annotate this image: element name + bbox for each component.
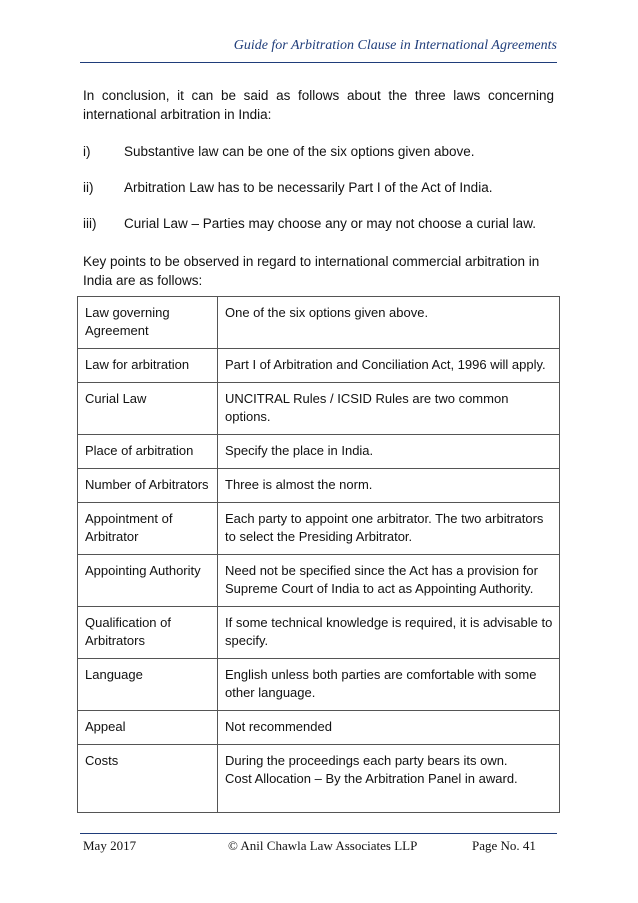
row-value: During the proceedings each party bears its own. Cost Allocation – By the Arbitration Panel in award. bbox=[218, 745, 560, 813]
row-value: Need not be specified since the Act has a provision for Supreme Court of India to act as Appointing Authority. bbox=[218, 555, 560, 607]
list-number: iii) bbox=[83, 216, 97, 231]
table-row bbox=[78, 607, 560, 659]
row-label: Law for arbitration bbox=[78, 349, 218, 383]
row-value: Part I of Arbitration and Conciliation Act, 1996 will apply. bbox=[218, 349, 560, 383]
table-row bbox=[78, 659, 560, 711]
row-label: Appointing Authority bbox=[78, 555, 218, 607]
row-label: Number of Arbitrators bbox=[78, 469, 218, 503]
table-row bbox=[78, 555, 560, 607]
row-value: One of the six options given above. bbox=[218, 297, 560, 349]
key-points-paragraph: Key points to be observed in regard to international commercial arbitration in India are as follows: bbox=[83, 254, 540, 288]
row-value: If some technical knowledge is required, it is advisable to specify. bbox=[218, 607, 560, 659]
table-row bbox=[78, 711, 560, 745]
list-text: Substantive law can be one of the six options given above. bbox=[124, 144, 475, 159]
list-number: i) bbox=[83, 144, 91, 159]
list-text: Curial Law – Parties may choose any or may not choose a curial law. bbox=[124, 216, 536, 231]
row-value: Not recommended bbox=[218, 711, 560, 745]
footer-copyright: © Anil Chawla Law Associates LLP bbox=[228, 838, 418, 853]
footer-page-number: Page No. 41 bbox=[472, 838, 536, 853]
row-value: Specify the place in India. bbox=[218, 435, 560, 469]
table-row bbox=[78, 469, 560, 503]
footer-date: May 2017 bbox=[83, 838, 137, 853]
row-label: Curial Law bbox=[78, 383, 218, 435]
row-value: Each party to appoint one arbitrator. The two arbitrators to select the Presiding Arbitrator. bbox=[218, 503, 560, 555]
table-row bbox=[78, 297, 560, 349]
key-points-table bbox=[77, 296, 560, 813]
header-rule bbox=[80, 62, 557, 63]
table-row bbox=[78, 435, 560, 469]
footer-rule bbox=[80, 833, 557, 834]
table-row bbox=[78, 349, 560, 383]
row-label: Place of arbitration bbox=[78, 435, 218, 469]
row-value: UNCITRAL Rules / ICSID Rules are two common options. bbox=[218, 383, 560, 435]
list-number: ii) bbox=[83, 180, 94, 195]
running-header: Guide for Arbitration Clause in International Agreements bbox=[233, 38, 557, 53]
conclusion-paragraph: In conclusion, it can be said as follows about the three laws concerning international arbitration in India: bbox=[83, 88, 554, 122]
table-row bbox=[78, 745, 560, 813]
row-label: Law governing Agreement bbox=[78, 297, 218, 349]
row-value: Three is almost the norm. bbox=[218, 469, 560, 503]
row-label: Qualification of Arbitrators bbox=[78, 607, 218, 659]
row-label: Costs bbox=[78, 745, 218, 813]
table-row bbox=[78, 383, 560, 435]
row-label: Appointment of Arbitrator bbox=[78, 503, 218, 555]
row-value: English unless both parties are comfortable with some other language. bbox=[218, 659, 560, 711]
row-label: Appeal bbox=[78, 711, 218, 745]
row-label: Language bbox=[78, 659, 218, 711]
table-row bbox=[78, 503, 560, 555]
list-text: Arbitration Law has to be necessarily Part I of the Act of India. bbox=[124, 180, 493, 195]
